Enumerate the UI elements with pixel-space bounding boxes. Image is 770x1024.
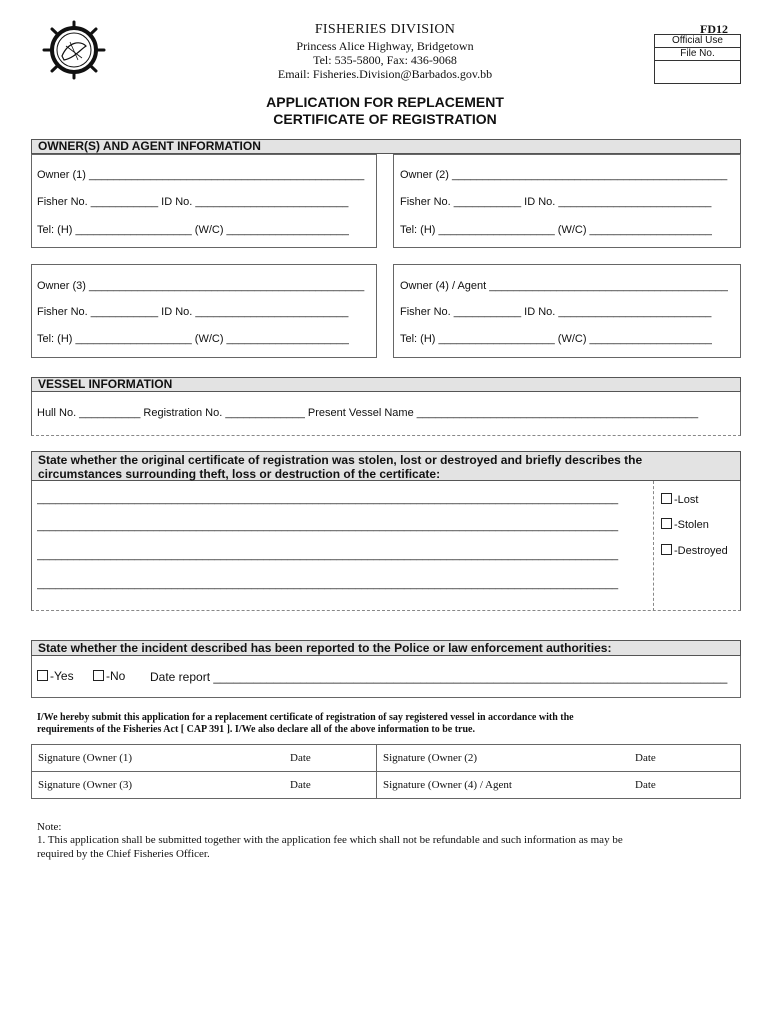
no-label: -No (106, 669, 126, 683)
owner2-tel-field[interactable]: Tel: (H) ___________________ (W/C) ____________________ (400, 224, 712, 236)
file-no-label: File No. (655, 48, 740, 61)
lost-label: -Lost (674, 494, 699, 506)
reported-no-option[interactable] (93, 669, 125, 683)
form-code: FD12 (700, 22, 728, 36)
yes-label: -Yes (50, 669, 74, 683)
note-label: Note: (37, 821, 62, 833)
destroyed-checkbox[interactable] (661, 544, 672, 555)
official-use-box (654, 34, 741, 84)
owner2-name-field[interactable]: Owner (2) _____________________________________________ (400, 169, 728, 181)
loss-section-heading (31, 451, 741, 481)
circumstances-line-4[interactable]: _______________________________________________________________________________________________ (37, 578, 619, 590)
circumstances-line-3[interactable]: _______________________________________________________________________________________________ (37, 549, 619, 561)
destroyed-label: -Destroyed (674, 545, 728, 557)
owner2-fisher-field[interactable]: Fisher No. ___________ ID No. _________________________ (400, 196, 712, 208)
division-phone: Tel: 535-5800, Fax: 436-9068 (313, 53, 457, 67)
stolen-label: -Stolen (674, 519, 709, 531)
division-address: Princess Alice Highway, Bridgetown (296, 39, 474, 53)
yes-checkbox[interactable] (37, 670, 48, 681)
loss-heading-line2: circumstances surrounding theft, loss or destruction of the certificate: (38, 467, 441, 481)
owner3-name-field[interactable]: Owner (3) _____________________________________________ (37, 280, 365, 292)
note-line2: required by the Chief Fisheries Officer. (37, 848, 210, 860)
owner3-fisher-field[interactable]: Fisher No. ___________ ID No. _________________________ (37, 306, 349, 318)
date-report-field[interactable]: Date report _____________________________________________________________________________ (150, 670, 728, 684)
note-line1: 1. This application shall be submitted together with the application fee which shall not be refundable and such information as may be (37, 834, 623, 846)
official-use-label: Official Use (655, 35, 740, 48)
declaration-line1: I/We hereby submit this application for a replacement certificate of registration of say registered vessel in accordance with the (37, 712, 574, 723)
circumstances-line-2[interactable]: _______________________________________________________________________________________________ (37, 520, 619, 532)
police-section-heading: State whether the incident described has been reported to the Police or law enforcement authorities: (31, 640, 741, 656)
no-checkbox[interactable] (93, 670, 104, 681)
doc-title-line2: CERTIFICATE OF REGISTRATION (273, 111, 497, 127)
stolen-checkbox[interactable] (661, 518, 672, 529)
doc-title-line1: APPLICATION FOR REPLACEMENT (266, 94, 504, 110)
signature-owner1[interactable]: Signature (Owner (1) (32, 745, 285, 772)
division-email: Email: Fisheries.Division@Barbados.gov.bb (277, 67, 493, 81)
loss-divider (653, 481, 654, 611)
date-owner4-agent[interactable]: Date (629, 772, 741, 799)
signature-table (31, 744, 741, 799)
circumstances-line-1[interactable]: _______________________________________________________________________________________________ (37, 493, 619, 505)
vessel-info-field[interactable]: Hull No. __________ Registration No. _____________ Present Vessel Name ______________________________________________ (37, 407, 699, 419)
loss-heading-line1: State whether the original certificate of registration was stolen, lost or destroyed and briefly describes the (38, 453, 643, 467)
owner1-name-field[interactable]: Owner (1) _____________________________________________ (37, 169, 365, 181)
stolen-option[interactable] (661, 518, 709, 531)
owner1-fisher-field[interactable]: Fisher No. ___________ ID No. _________________________ (37, 196, 349, 208)
date-owner2[interactable]: Date (629, 745, 741, 772)
owner4-name-field[interactable]: Owner (4) / Agent _______________________________________ (400, 280, 728, 292)
lost-checkbox[interactable] (661, 493, 672, 504)
owner1-tel-field[interactable]: Tel: (H) ___________________ (W/C) ____________________ (37, 224, 349, 236)
date-owner3[interactable]: Date (284, 772, 377, 799)
reported-yes-option[interactable] (37, 669, 74, 683)
signature-row (32, 772, 741, 799)
destroyed-option[interactable] (661, 544, 728, 557)
signature-owner4-agent[interactable]: Signature (Owner (4) / Agent (377, 772, 630, 799)
signature-row (32, 745, 741, 772)
fisheries-logo (40, 20, 108, 80)
date-owner1[interactable]: Date (284, 745, 377, 772)
lost-option[interactable] (661, 493, 698, 506)
owner4-tel-field[interactable]: Tel: (H) ___________________ (W/C) ____________________ (400, 333, 712, 345)
signature-owner2[interactable]: Signature (Owner (2) (377, 745, 630, 772)
declaration-line2: requirements of the Fisheries Act [ CAP 391 ]. I/We also declare all of the above information to be true. (37, 724, 475, 735)
signature-owner3[interactable]: Signature (Owner (3) (32, 772, 285, 799)
vessel-section-heading: VESSEL INFORMATION (31, 377, 741, 392)
owner3-tel-field[interactable]: Tel: (H) ___________________ (W/C) ____________________ (37, 333, 349, 345)
owner4-fisher-field[interactable]: Fisher No. ___________ ID No. _________________________ (400, 306, 712, 318)
division-name: FISHERIES DIVISION (314, 22, 456, 37)
owners-section-heading: OWNER(S) AND AGENT INFORMATION (31, 139, 741, 154)
